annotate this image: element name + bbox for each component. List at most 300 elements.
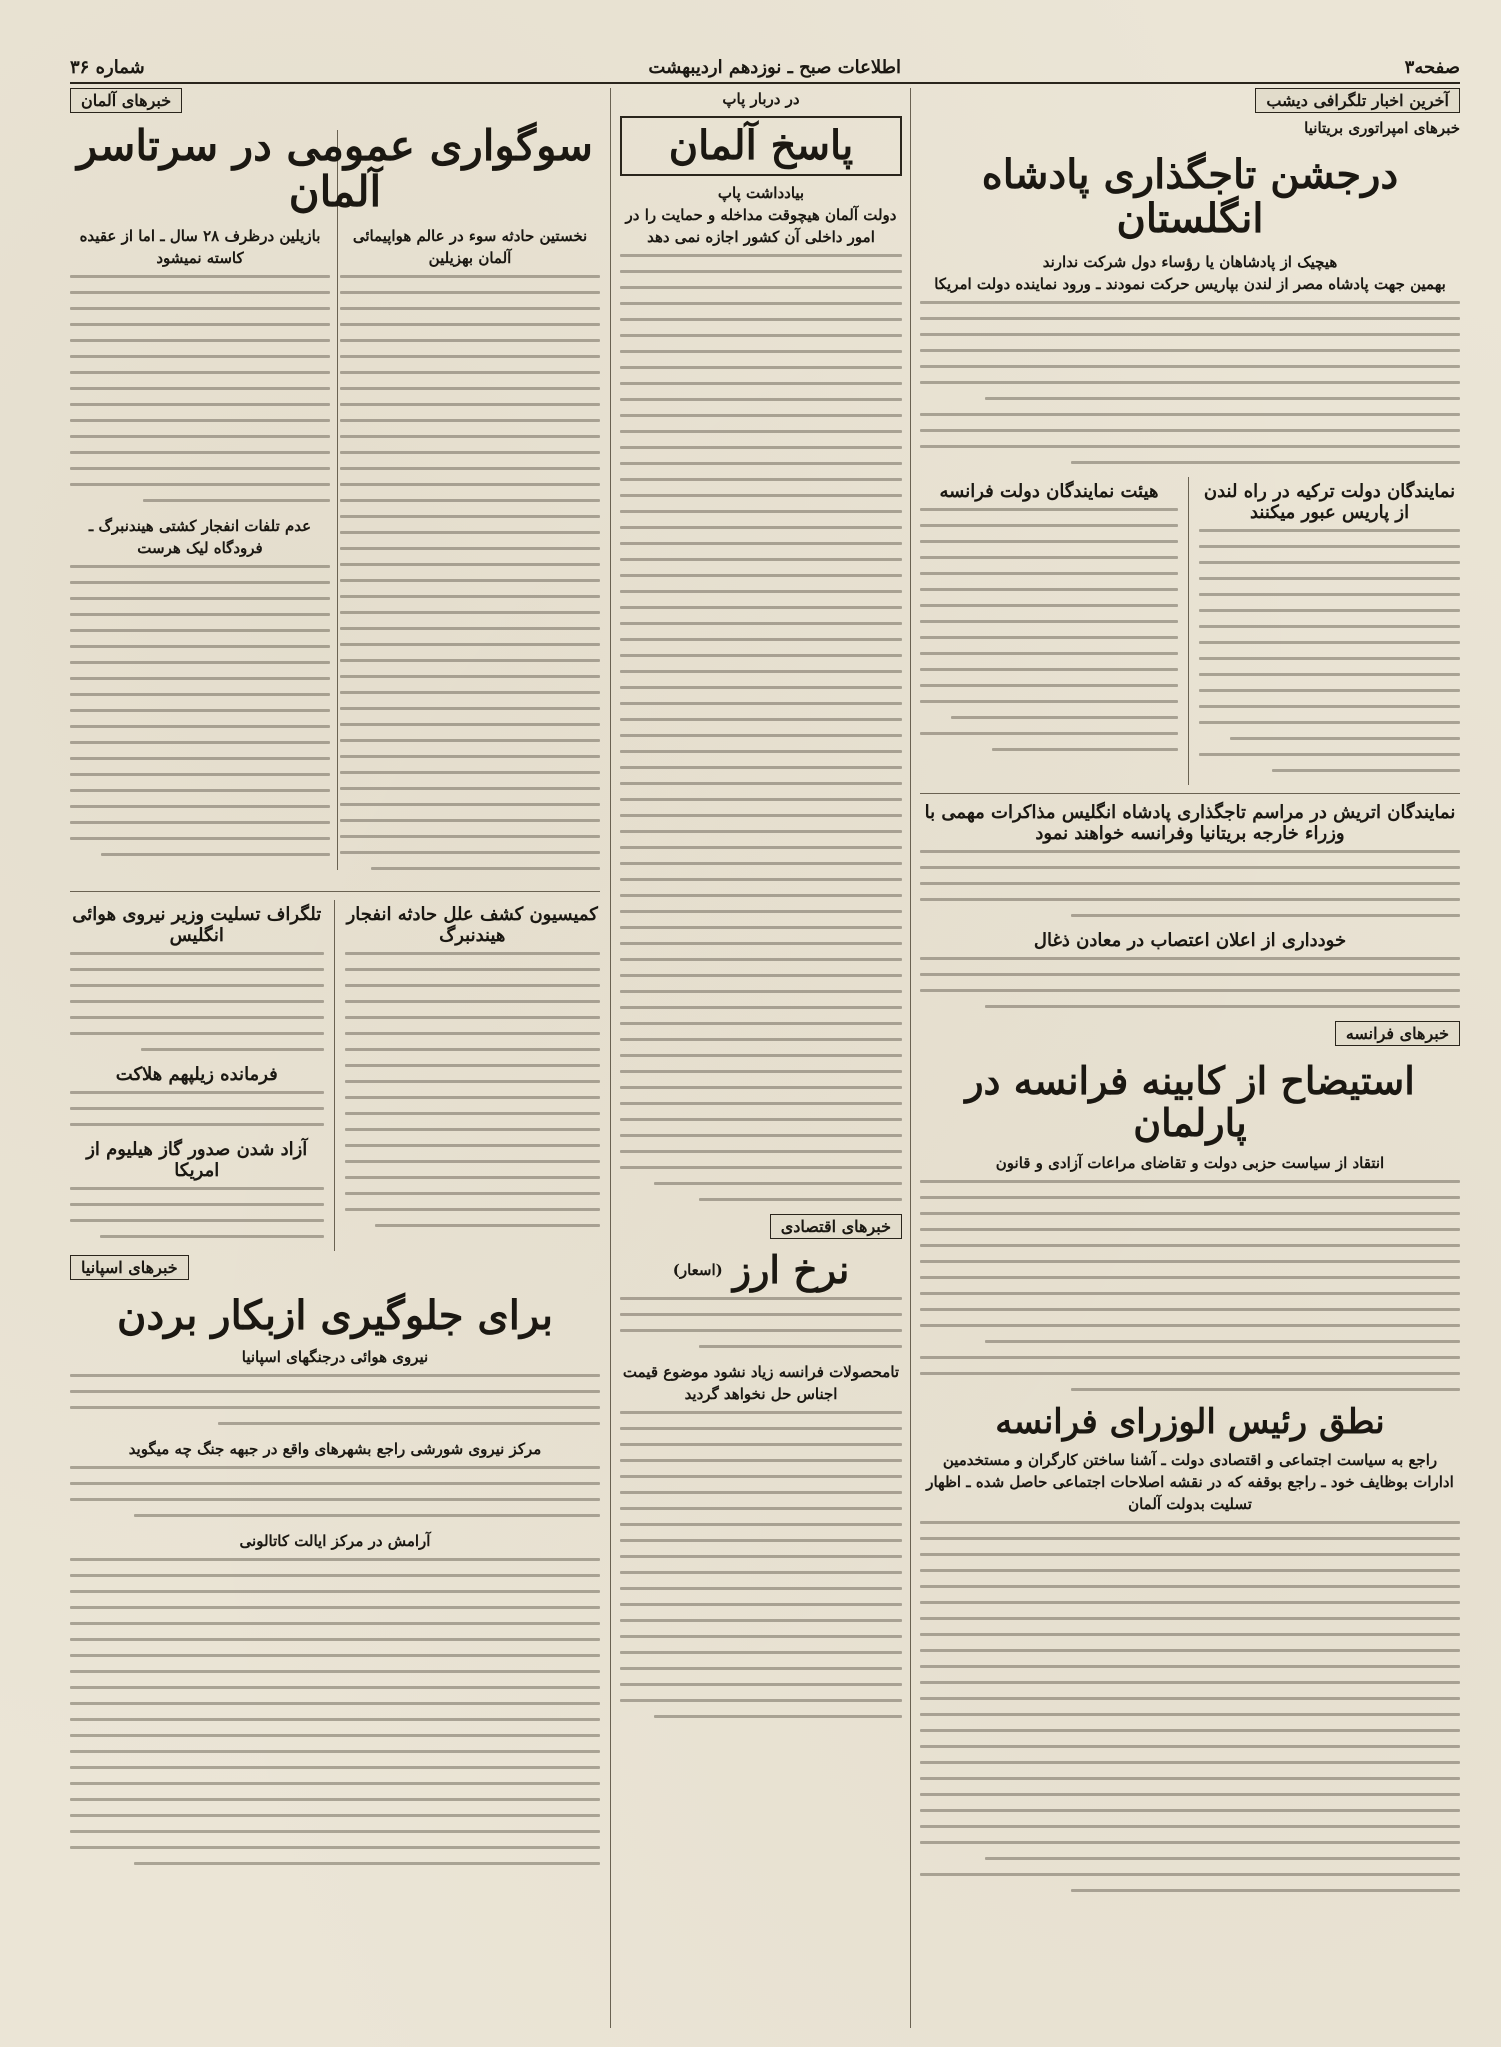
text-line [70, 419, 330, 422]
text-line [340, 371, 600, 374]
text-line [920, 1308, 1460, 1311]
text-line [920, 1617, 1460, 1620]
text-line [654, 1715, 902, 1718]
text-line [340, 419, 600, 422]
text-line [70, 581, 330, 584]
column-right [920, 88, 1460, 1905]
text-line [620, 878, 902, 881]
text-line [620, 1539, 902, 1542]
text-line [620, 1587, 902, 1590]
text-line [920, 1569, 1460, 1572]
text-line [70, 789, 330, 792]
text-line [70, 725, 330, 728]
text-line [70, 1702, 600, 1705]
text-line [345, 1000, 600, 1003]
text-line [345, 1016, 600, 1019]
text-line [620, 1329, 902, 1332]
text-line [70, 1558, 600, 1561]
text-line [920, 1841, 1460, 1844]
text-line [620, 590, 902, 593]
text-line [70, 1482, 600, 1485]
text-line [920, 1697, 1460, 1700]
text-line [1199, 593, 1460, 596]
text-line [620, 1038, 902, 1041]
text-line [345, 1144, 600, 1147]
text-line [620, 894, 902, 897]
text-line [620, 830, 902, 833]
text-line [340, 387, 600, 390]
article-title: آزاد شدن صدور گاز هیلیوم از امریکا [86, 1139, 308, 1182]
text-line [70, 693, 330, 696]
text-line [1199, 721, 1460, 724]
text-line [70, 661, 330, 664]
text-line [920, 732, 1178, 735]
text-line [70, 952, 324, 955]
text-line [920, 317, 1460, 320]
text-line [70, 1123, 324, 1126]
text-line [1199, 705, 1460, 708]
page-number: صفحه۳ [1404, 56, 1460, 78]
article-turkey [1199, 477, 1460, 785]
text-line [340, 691, 600, 694]
text-line [70, 1654, 600, 1657]
column-rule [610, 88, 611, 2028]
text-line [70, 741, 330, 744]
text-line [620, 766, 902, 769]
text-line [1071, 914, 1460, 917]
text-line [1199, 689, 1460, 692]
text-line [1071, 1388, 1460, 1391]
text-line [620, 318, 902, 321]
text-line [345, 1176, 600, 1179]
text-line [620, 574, 902, 577]
text-line [1071, 1889, 1460, 1892]
text-line [620, 750, 902, 753]
text-line [70, 1590, 600, 1593]
text-line [920, 1713, 1460, 1716]
text-line [218, 1422, 600, 1425]
text-line [920, 381, 1460, 384]
text-line [699, 1198, 902, 1201]
text-line [620, 302, 902, 305]
text-line [345, 1064, 600, 1067]
text-line [70, 1406, 600, 1409]
text-line [620, 686, 902, 689]
text-line [70, 483, 330, 486]
article-title: هیئت نمایندگان دولت فرانسه [939, 481, 1159, 502]
column-middle [620, 88, 902, 1731]
text-line [620, 622, 902, 625]
article-title: خودداری از اعلان اعتصاب در معادن ذغال [1033, 930, 1347, 951]
text-line [345, 984, 600, 987]
headline-coronation: درجشن تاجگذاری پادشاه انگلستان [981, 151, 1399, 242]
text-line [1272, 769, 1460, 772]
text-line [70, 355, 330, 358]
subhead: هیچیک از پادشاهان یا رؤساء دول شرکت ندارند [1042, 253, 1338, 271]
article-title: تلگراف تسلیت وزیر نیروی هوائی انگلیس [72, 904, 322, 947]
text-line [920, 989, 1460, 992]
text-line [620, 974, 902, 977]
text-line [340, 835, 600, 838]
text-line [920, 1777, 1460, 1780]
text-line [620, 734, 902, 737]
text-line [920, 973, 1460, 976]
text-line [620, 478, 902, 481]
text-line [920, 1729, 1460, 1732]
text-line [985, 1857, 1460, 1860]
text-line [620, 1619, 902, 1622]
text-line [920, 1761, 1460, 1764]
text-line [340, 579, 600, 582]
text-line [920, 508, 1178, 511]
column-rule [1188, 477, 1189, 785]
text-line [620, 1118, 902, 1121]
text-line [1199, 641, 1460, 644]
text-line [1199, 625, 1460, 628]
text-line [620, 1571, 902, 1574]
section-label-france: خبرهای فرانسه [1335, 1021, 1460, 1046]
text-line [345, 1128, 600, 1131]
headline-mourning: سوگواری عمومی در سرتاسر آلمان [76, 121, 594, 217]
text-line [920, 636, 1178, 639]
subhead: دولت آلمان هیچوقت مداخله و حمایت را در امور داخلی آن کشور اجازه نمی دهد [625, 206, 897, 246]
text-line [340, 275, 600, 278]
text-line [920, 588, 1178, 591]
headline-exchange-rates: نرخ ارز [732, 1247, 850, 1292]
subhead: راجع به سیاست اجتماعی و اقتصادی دولت ـ آشنا ساختن کارگران و مستخدمین ادارات بوظایف خود ـ راجع بوقفه که در نقشه اصلاحات اجتماعی حاصل شده ـ اظهار تسلیت بدولت آلمان [926, 1450, 1454, 1513]
news-label: آخرین اخبار تلگرافی دیشب [1255, 88, 1460, 113]
text-line [985, 397, 1460, 400]
text-line [70, 1390, 600, 1393]
text-line [340, 739, 600, 742]
text-line [620, 990, 902, 993]
text-line [70, 1734, 600, 1737]
section-label-germany: خبرهای آلمان [70, 88, 182, 113]
text-line [620, 798, 902, 801]
text-line [345, 1096, 600, 1099]
article-france-delegation [920, 477, 1178, 785]
text-line [620, 1070, 902, 1073]
text-line [340, 515, 600, 518]
text-line [620, 638, 902, 641]
text-line [340, 611, 600, 614]
subhead: انتقاد از سیاست حزبی دولت و تقاضای مراعات آزادی و قانون [995, 1153, 1385, 1172]
text-line [345, 952, 600, 955]
text-line [70, 1686, 600, 1689]
text-line [70, 1000, 324, 1003]
text-line [920, 1649, 1460, 1652]
text-line [340, 547, 600, 550]
text-line [340, 723, 600, 726]
text-line [920, 700, 1178, 703]
text-line [70, 451, 330, 454]
text-line [70, 709, 330, 712]
text-line [920, 1324, 1460, 1327]
text-line [920, 1745, 1460, 1748]
text-line [620, 1443, 902, 1446]
text-line [920, 652, 1178, 655]
text-line [920, 1228, 1460, 1231]
subhead: نخستین حادثه سوء در عالم هواپیمائی آلمان بهزیلین [352, 227, 588, 268]
text-line [340, 595, 600, 598]
text-line [70, 821, 330, 824]
text-line [620, 510, 902, 513]
text-line [340, 563, 600, 566]
text-line [70, 1498, 600, 1501]
text-line [70, 677, 330, 680]
text-line [920, 850, 1460, 853]
text-line [920, 1553, 1460, 1556]
text-line [1199, 673, 1460, 676]
subhead: آرامش در مرکز ایالت کاتالونی [239, 1532, 431, 1551]
text-line [100, 1235, 323, 1238]
text-line [620, 1134, 902, 1137]
text-line [345, 1032, 600, 1035]
text-line [340, 659, 600, 662]
text-line [1071, 461, 1460, 464]
text-line [345, 1160, 600, 1163]
text-line [920, 1196, 1460, 1199]
section-label-spain: خبرهای اسپانیا [70, 1255, 189, 1280]
text-line [1199, 577, 1460, 580]
text-line [920, 620, 1178, 623]
article-body [620, 254, 902, 1201]
subhead: مرکز نیروی شورشی راجع بشهرهای واقع در جبهه جنگ چه میگوید [128, 1440, 542, 1459]
text-line [920, 866, 1460, 869]
text-line [620, 286, 902, 289]
text-line [70, 1782, 600, 1785]
text-line [620, 382, 902, 385]
text-line [620, 366, 902, 369]
masthead [70, 52, 1460, 84]
text-line [620, 1667, 902, 1670]
text-line [340, 483, 600, 486]
text-line [620, 1297, 902, 1300]
text-line [340, 675, 600, 678]
text-line [620, 1635, 902, 1638]
text-line [920, 1521, 1460, 1524]
text-line [70, 291, 330, 294]
text-line [70, 1574, 600, 1577]
text-line [620, 1523, 902, 1526]
text-line [345, 1048, 600, 1051]
text-line [143, 499, 330, 502]
text-line [920, 882, 1460, 885]
text-line [1199, 529, 1460, 532]
paper-title: اطلاعات صبح ـ نوزدهم اردیبهشت [648, 56, 901, 78]
text-line [620, 926, 902, 929]
text-line [620, 1166, 902, 1169]
text-line [920, 445, 1460, 448]
subhead: تامحصولات فرانسه زیاد نشود موضوع قیمت اجناس حل نخواهد گردید [622, 1362, 900, 1403]
text-line [620, 862, 902, 865]
text-line [345, 1112, 600, 1115]
text-line [70, 1766, 600, 1769]
headline-germany-reply: پاسخ آلمان [620, 116, 902, 176]
headline-spain: برای جلوگیری ازبکار بردن [116, 1292, 554, 1340]
article-title: نمایندگان دولت ترکیه در راه لندن از پاریس عبور میکنند [1203, 481, 1456, 523]
text-line [340, 291, 600, 294]
text-line [920, 604, 1178, 607]
text-line [620, 1054, 902, 1057]
text-line [340, 307, 600, 310]
text-line [620, 606, 902, 609]
article-title: کمیسیون کشف علل حادثه انفجار هیندنبرگ [346, 904, 598, 947]
subhead: نیروی هوائی درجنگهای اسپانیا [241, 1348, 429, 1367]
text-line [620, 814, 902, 817]
text-line [70, 371, 330, 374]
text-line [1199, 753, 1460, 756]
text-line [345, 968, 600, 971]
text-line [620, 782, 902, 785]
text-line [70, 1032, 324, 1035]
text-line [620, 350, 902, 353]
article-title: نمایندگان اتریش در مراسم تاجگذاری پادشاه انگلیس مذاکرات مهمی با وزراء خارجه بریتانیا وفرانسه خواهند نمود [924, 802, 1456, 844]
text-line [70, 805, 330, 808]
text-line [70, 757, 330, 760]
text-line [985, 1005, 1460, 1008]
text-line [70, 1622, 600, 1625]
text-line [70, 339, 330, 342]
text-line [70, 565, 330, 568]
text-line [620, 334, 902, 337]
text-line [920, 1260, 1460, 1263]
text-line [70, 1203, 324, 1206]
text-line [620, 942, 902, 945]
text-line [920, 556, 1178, 559]
text-line [70, 323, 330, 326]
text-line [70, 1798, 600, 1801]
text-line [920, 301, 1460, 304]
text-line [620, 1022, 902, 1025]
subhead: عدم تلفات انفجار کشتی هیندنبرگ ـ فرودگاه لیک هرست [88, 517, 312, 558]
text-line [1199, 561, 1460, 564]
rates-tag: (اسعار) [672, 1260, 723, 1279]
text-line [345, 1192, 600, 1195]
text-line [920, 1585, 1460, 1588]
text-line [620, 1555, 902, 1558]
section-label: خبرهای امپراتوری بریتانیا [1304, 119, 1460, 137]
text-line [699, 1345, 902, 1348]
article-body [920, 301, 1460, 464]
text-line [70, 1606, 600, 1609]
text-line [620, 494, 902, 497]
text-line [620, 1651, 902, 1654]
text-line [340, 707, 600, 710]
text-line [70, 1107, 324, 1110]
text-line [70, 1750, 600, 1753]
text-line [371, 867, 600, 870]
text-line [340, 323, 600, 326]
text-line [340, 803, 600, 806]
text-line [70, 1187, 324, 1190]
text-line [70, 984, 324, 987]
text-line [920, 413, 1460, 416]
text-line [141, 1048, 324, 1051]
text-line [70, 387, 330, 390]
text-line [620, 462, 902, 465]
issue-number: شماره ۳۶ [70, 56, 145, 78]
text-line [920, 365, 1460, 368]
text-line [620, 1102, 902, 1105]
text-line [70, 837, 330, 840]
text-line [992, 748, 1178, 751]
text-line [340, 627, 600, 630]
text-line [70, 1466, 600, 1469]
text-line [620, 1507, 902, 1510]
text-line [620, 654, 902, 657]
text-line [340, 787, 600, 790]
text-line [620, 526, 902, 529]
text-line [620, 1603, 902, 1606]
text-line [70, 307, 330, 310]
text-line [920, 349, 1460, 352]
headline-france-pm: نطق رئیس الوزرای فرانسه [995, 1401, 1385, 1442]
text-line [101, 853, 330, 856]
text-line [985, 1340, 1460, 1343]
text-line [620, 254, 902, 257]
text-line [620, 958, 902, 961]
text-line [70, 275, 330, 278]
text-line [340, 451, 600, 454]
text-line [920, 1292, 1460, 1295]
text-line [134, 1514, 600, 1517]
text-line [340, 755, 600, 758]
text-line [340, 771, 600, 774]
text-line [620, 1086, 902, 1089]
text-line [70, 1830, 600, 1833]
text-line [620, 846, 902, 849]
column-rule [910, 88, 911, 2028]
text-line [620, 670, 902, 673]
subhead: بازیلین درظرف ۲۸ سال ـ اما از عقیده کاسته نمیشود [79, 227, 321, 268]
text-line [920, 684, 1178, 687]
text-line [920, 1633, 1460, 1636]
text-line [620, 1491, 902, 1494]
text-line [620, 1699, 902, 1702]
text-line [920, 1180, 1460, 1183]
text-line [345, 1080, 600, 1083]
text-line [340, 643, 600, 646]
text-line [920, 1809, 1460, 1812]
text-line [70, 597, 330, 600]
text-line [340, 851, 600, 854]
text-line [920, 1601, 1460, 1604]
text-line [920, 333, 1460, 336]
subhead: بهمین جهت پادشاه مصر از لندن بپاریس حرکت نمودند ـ ورود نماینده دولت امریکا [934, 275, 1446, 293]
text-line [70, 1091, 324, 1094]
text-line [70, 403, 330, 406]
text-line [620, 1459, 902, 1462]
text-line [920, 668, 1178, 671]
text-line [620, 558, 902, 561]
text-line [951, 716, 1178, 719]
text-line [620, 1475, 902, 1478]
text-line [920, 1873, 1460, 1876]
text-line [920, 572, 1178, 575]
text-line [920, 1276, 1460, 1279]
text-line [620, 270, 902, 273]
text-line [70, 1374, 600, 1377]
text-line [620, 1427, 902, 1430]
text-line [620, 446, 902, 449]
text-line [620, 1313, 902, 1316]
text-line [620, 1411, 902, 1414]
text-line [620, 542, 902, 545]
text-line [340, 531, 600, 534]
text-line [920, 1244, 1460, 1247]
text-line [920, 957, 1460, 960]
